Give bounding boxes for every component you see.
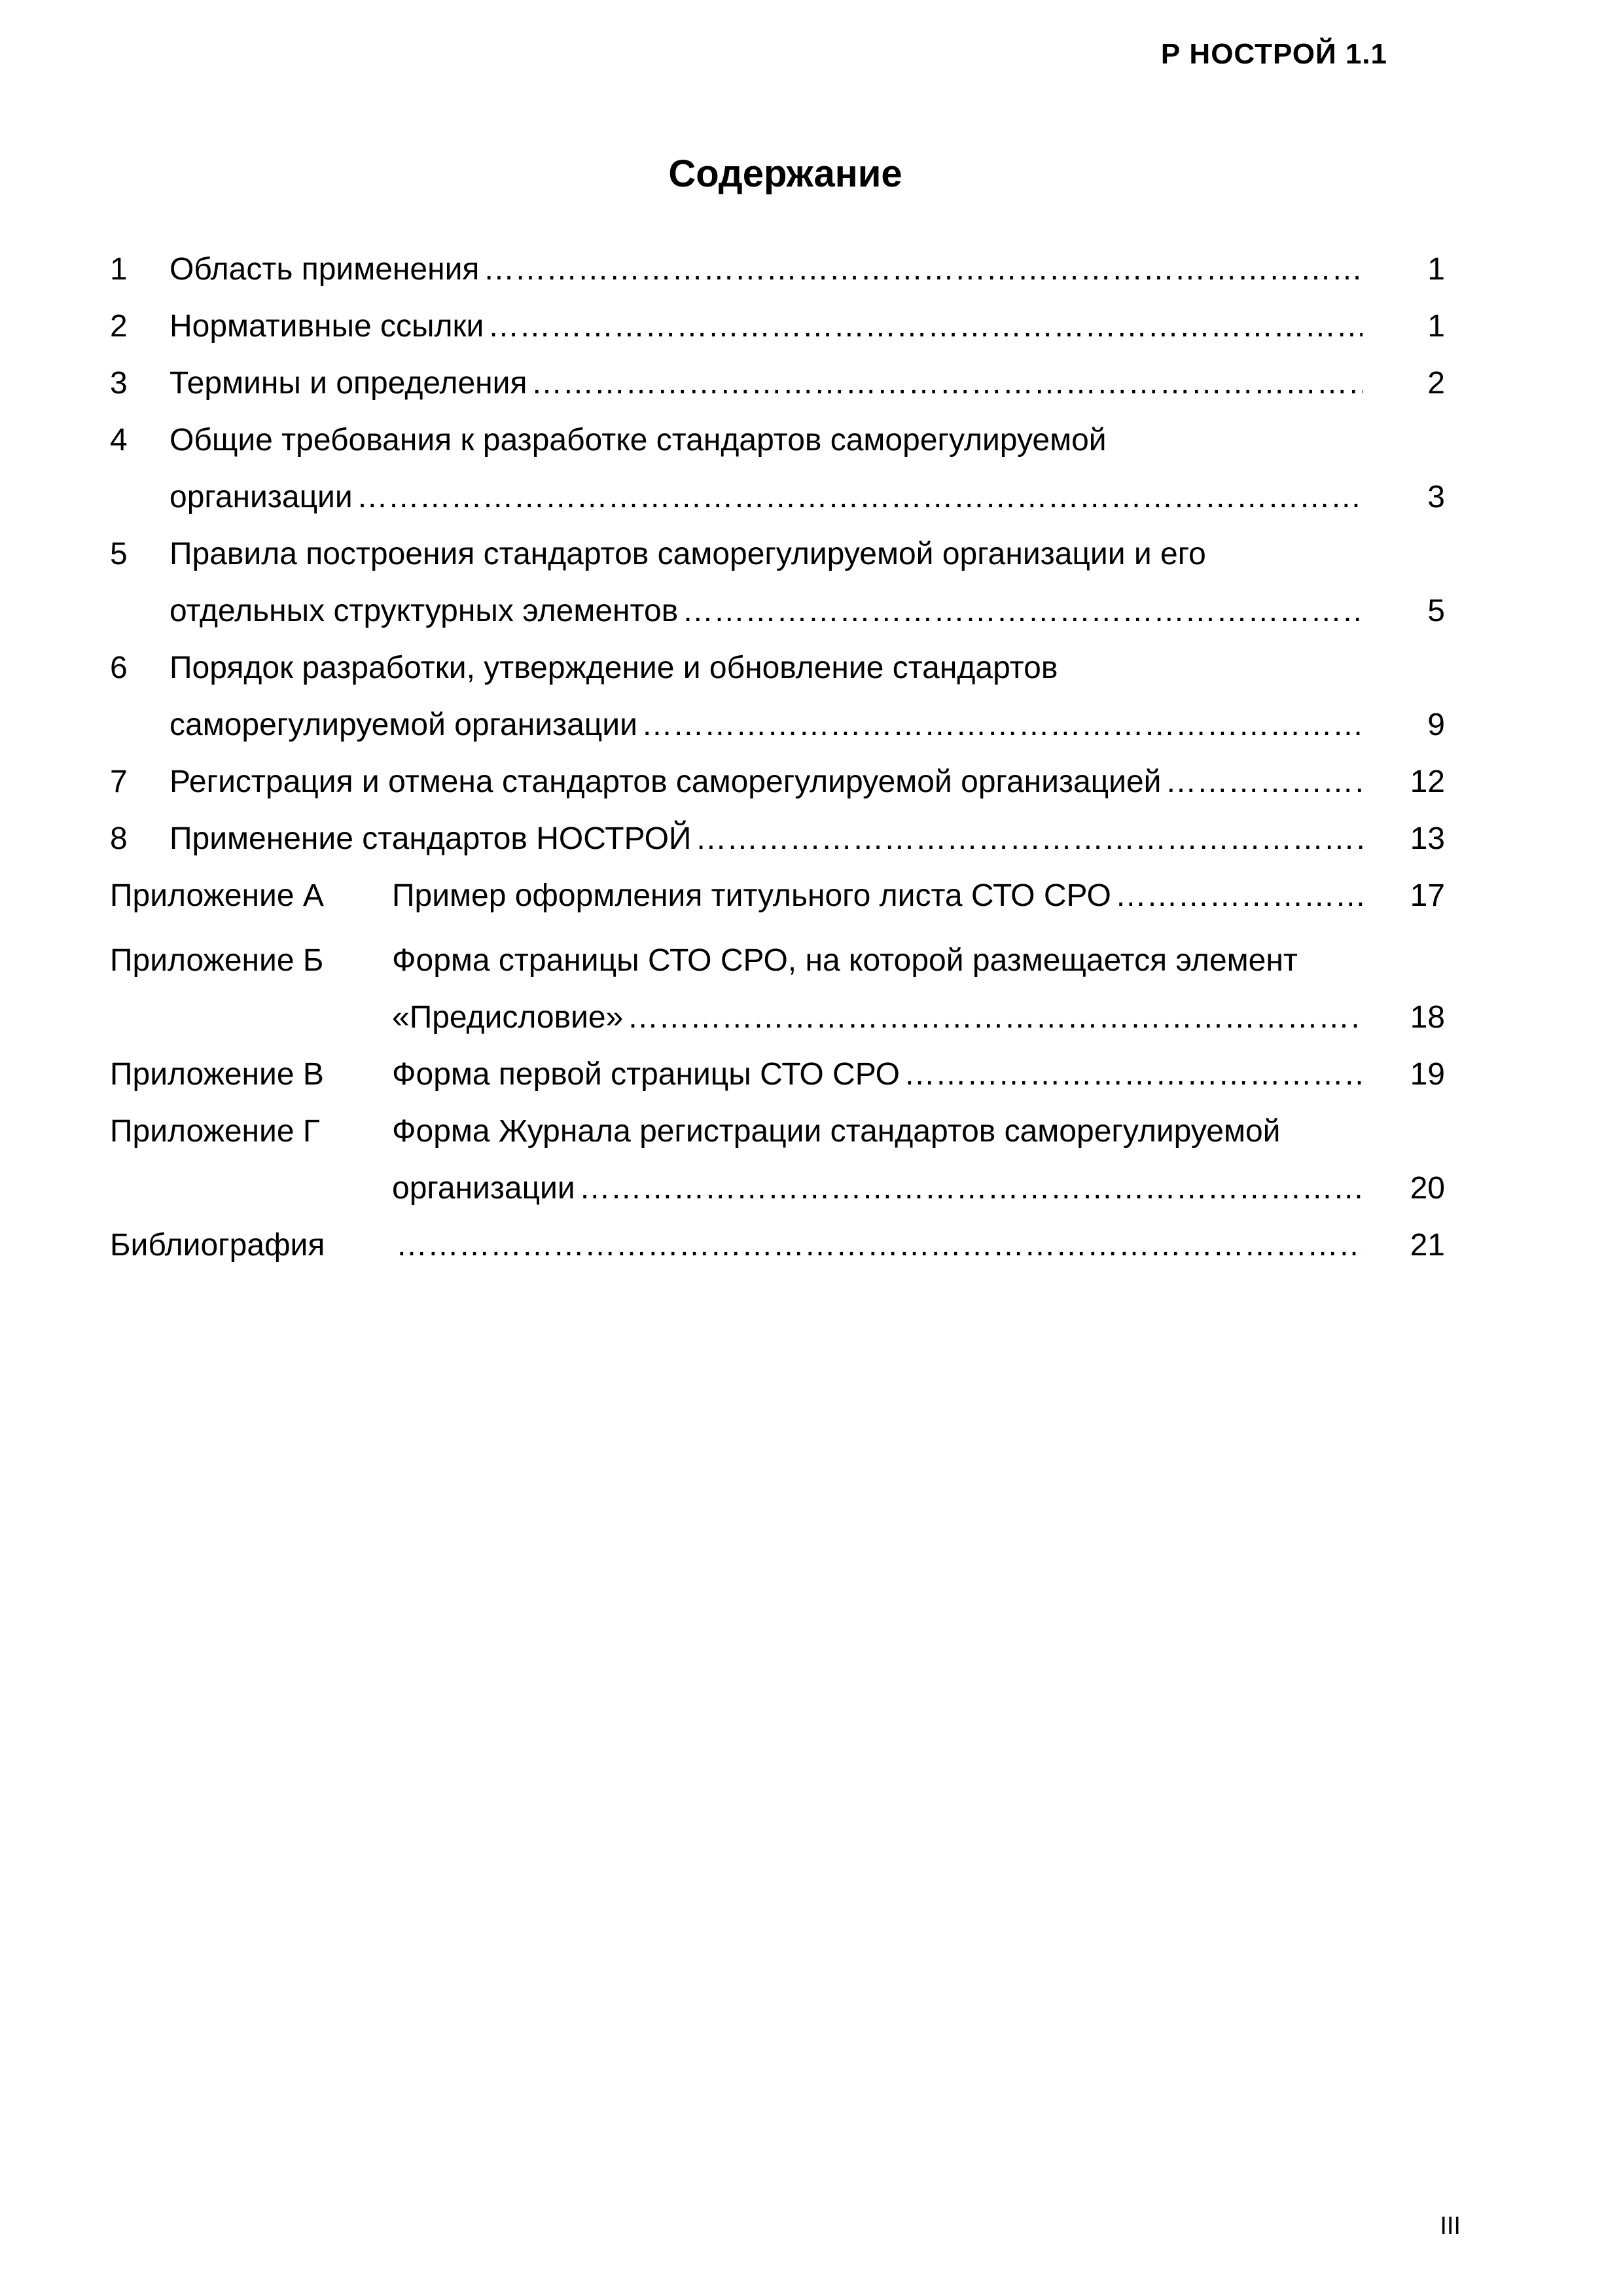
entry-number: 8 bbox=[110, 821, 128, 856]
entry-title-continued: организации bbox=[169, 480, 353, 514]
entry-page: 1 bbox=[1427, 309, 1445, 344]
entry-page: 12 bbox=[1410, 764, 1445, 799]
page-title: Содержание bbox=[668, 152, 902, 195]
entry-page: 5 bbox=[1427, 594, 1445, 628]
entry-page: 2 bbox=[1427, 366, 1445, 401]
entry-title: Термины и определения bbox=[169, 366, 527, 401]
dot-leader bbox=[637, 696, 1363, 753]
entry-title: Нормативные ссылки bbox=[169, 309, 484, 344]
toc-entry-1[interactable] bbox=[110, 241, 1445, 298]
annex-title: Форма первой страницы СТО СРО bbox=[392, 1057, 900, 1092]
entry-title: Область применения bbox=[169, 252, 480, 287]
annex-title: Форма Журнала регистрации стандартов саморегулируемой bbox=[392, 1114, 1281, 1149]
dot-leader bbox=[623, 989, 1363, 1046]
entry-title-continued: отдельных структурных элементов bbox=[169, 594, 679, 628]
dot-leader bbox=[479, 241, 1363, 298]
entry-title: Регистрация и отмена стандартов саморегулируемой организацией bbox=[169, 764, 1162, 799]
entry-page: 17 bbox=[1410, 878, 1445, 913]
table-of-contents bbox=[110, 241, 1445, 1274]
entry-number: 7 bbox=[110, 764, 128, 799]
entry-page: 21 bbox=[1410, 1228, 1445, 1263]
footer-page-number: III bbox=[1440, 2212, 1461, 2240]
entry-page: 20 bbox=[1410, 1171, 1445, 1206]
header-document-code: Р НОСТРОЙ 1.1 bbox=[1160, 38, 1387, 70]
entry-page: 18 bbox=[1410, 1000, 1445, 1035]
toc-entry-5-continued[interactable] bbox=[110, 583, 1445, 639]
bibliography-label: Библиография bbox=[110, 1228, 325, 1263]
toc-entry-8[interactable] bbox=[110, 810, 1445, 867]
annex-label: Приложение В bbox=[110, 1057, 324, 1092]
entry-number: 6 bbox=[110, 651, 128, 685]
toc-annex-a[interactable] bbox=[110, 867, 1445, 924]
toc-entry-6[interactable] bbox=[110, 639, 1445, 696]
entry-title: Порядок разработки, утверждение и обновление стандартов bbox=[169, 651, 1058, 685]
dot-leader bbox=[1111, 867, 1363, 924]
toc-entry-3[interactable] bbox=[110, 355, 1445, 412]
annex-label: Приложение Б bbox=[110, 943, 324, 978]
toc-entry-5[interactable] bbox=[110, 526, 1445, 583]
entry-number: 1 bbox=[110, 252, 128, 287]
dot-leader bbox=[678, 583, 1363, 639]
toc-entry-2[interactable] bbox=[110, 298, 1445, 355]
toc-annex-g-continued[interactable] bbox=[110, 1160, 1445, 1217]
toc-entry-7[interactable] bbox=[110, 753, 1445, 810]
entry-title: Правила построения стандартов саморегулируемой организации и его bbox=[169, 537, 1206, 571]
annex-title-continued: «Предисловие» bbox=[392, 1000, 624, 1035]
annex-label: Приложение Г bbox=[110, 1114, 320, 1149]
entry-number: 2 bbox=[110, 309, 128, 344]
toc-annex-b[interactable] bbox=[110, 932, 1445, 989]
dot-leader bbox=[353, 469, 1363, 526]
toc-entry-6-continued[interactable] bbox=[110, 696, 1445, 753]
entry-title: Общие требования к разработке стандартов саморегулируемой bbox=[169, 423, 1107, 457]
toc-bibliography[interactable] bbox=[110, 1217, 1445, 1274]
annex-title: Форма страницы СТО СРО, на которой размещается элемент bbox=[392, 943, 1298, 978]
dot-leader bbox=[484, 298, 1363, 355]
entry-number: 3 bbox=[110, 366, 128, 401]
toc-annex-b-continued[interactable] bbox=[110, 989, 1445, 1046]
toc-annex-g[interactable] bbox=[110, 1103, 1445, 1160]
toc-entry-4-continued[interactable] bbox=[110, 469, 1445, 526]
entry-number: 4 bbox=[110, 423, 128, 457]
entry-title-continued: саморегулируемой организации bbox=[169, 708, 637, 742]
dot-leader bbox=[392, 1217, 1363, 1274]
entry-page: 9 bbox=[1427, 708, 1445, 742]
dot-leader bbox=[1162, 753, 1363, 810]
entry-page: 19 bbox=[1410, 1057, 1445, 1092]
entry-page: 1 bbox=[1427, 252, 1445, 287]
annex-title: Пример оформления титульного листа СТО СРО bbox=[392, 878, 1111, 913]
dot-leader bbox=[900, 1046, 1363, 1103]
entry-page: 13 bbox=[1410, 821, 1445, 856]
entry-title: Применение стандартов НОСТРОЙ bbox=[169, 821, 692, 856]
dot-leader bbox=[575, 1160, 1363, 1217]
annex-label: Приложение А bbox=[110, 878, 324, 913]
annex-title-continued: организации bbox=[392, 1171, 575, 1206]
dot-leader bbox=[527, 355, 1363, 412]
entry-page: 3 bbox=[1427, 480, 1445, 514]
toc-annex-v[interactable] bbox=[110, 1046, 1445, 1103]
toc-entry-4[interactable] bbox=[110, 412, 1445, 469]
dot-leader bbox=[691, 810, 1363, 867]
entry-number: 5 bbox=[110, 537, 128, 571]
